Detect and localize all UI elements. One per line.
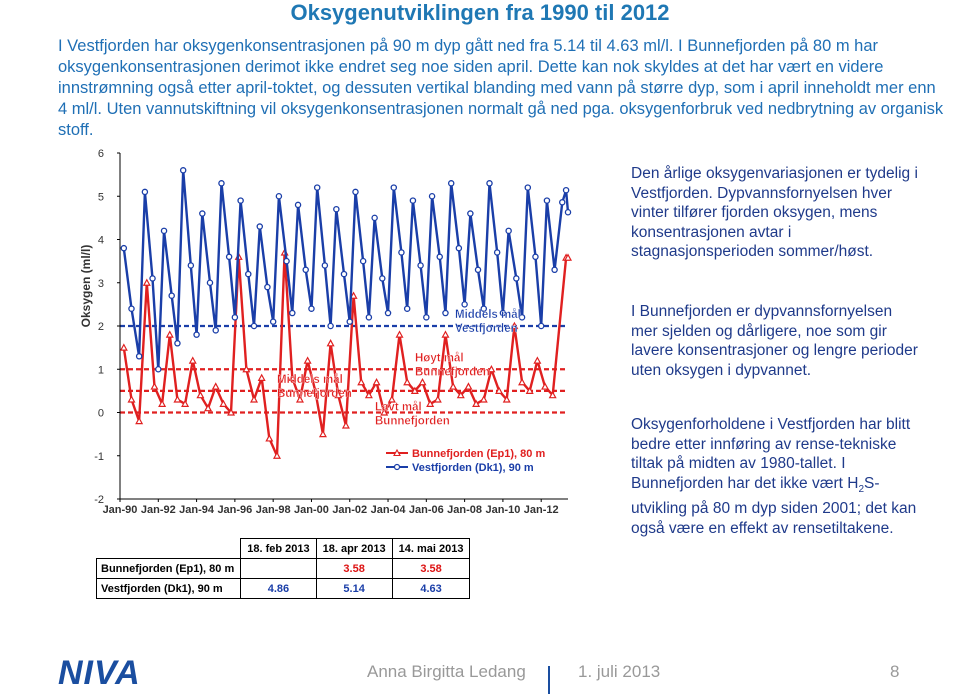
annotation-improvement-sub: 2 bbox=[858, 483, 865, 495]
data-point bbox=[506, 228, 511, 233]
data-point bbox=[544, 198, 549, 203]
data-point bbox=[525, 185, 530, 190]
data-point bbox=[328, 323, 333, 328]
table-header-cell: 14. mai 2013 bbox=[392, 539, 470, 559]
table-row-label: Bunnefjorden (Ep1), 80 m bbox=[97, 559, 241, 579]
page-title: Oksygenutviklingen fra 1990 til 2012 bbox=[290, 0, 670, 25]
data-point bbox=[424, 315, 429, 320]
legend-label: Vestfjorden (Dk1), 90 m bbox=[412, 462, 534, 474]
data-point bbox=[265, 284, 270, 289]
annotation-vestfjorden: Den årlige oksygenvariasjonen er tydelig i Vestfjorden. Dypvannsfornyelsen hver vinter tilfører fjorden oksygen, mens konsentrasjonen avtar i stagnasjonsperioden sommer/høst. bbox=[631, 165, 918, 260]
data-point bbox=[194, 332, 199, 337]
data-point bbox=[290, 310, 295, 315]
reference-label: Middels mål Bunnefjorden bbox=[277, 373, 352, 400]
table-header-row bbox=[97, 539, 470, 559]
footer-divider bbox=[548, 666, 550, 694]
data-point bbox=[380, 276, 385, 281]
data-point bbox=[137, 354, 142, 359]
data-point bbox=[175, 341, 180, 346]
data-point bbox=[456, 246, 461, 251]
data-point bbox=[514, 276, 519, 281]
y-tick-label: -2 bbox=[94, 494, 104, 506]
data-point bbox=[495, 250, 500, 255]
y-tick-label: 5 bbox=[97, 191, 104, 204]
table-header-cell: 18. feb 2013 bbox=[241, 539, 316, 559]
data-point bbox=[227, 254, 232, 259]
data-point bbox=[271, 319, 276, 324]
data-point bbox=[315, 185, 320, 190]
data-point bbox=[353, 189, 358, 194]
data-point bbox=[121, 246, 126, 251]
table-cell: 4.63 bbox=[392, 579, 470, 599]
table-row bbox=[97, 579, 470, 599]
y-axis-title: Oksygen (ml/l) bbox=[79, 244, 93, 328]
oxygen-chart bbox=[0, 140, 600, 540]
table-row-label: Vestfjorden (Dk1), 90 m bbox=[97, 579, 241, 599]
data-point bbox=[246, 272, 251, 277]
table-header-cell: 18. apr 2013 bbox=[316, 539, 392, 559]
data-point bbox=[142, 189, 147, 194]
reference-label: Høyt mål Bunnefjorden bbox=[415, 352, 490, 379]
x-tick-label: Jan-08 bbox=[447, 504, 483, 516]
data-point bbox=[468, 211, 473, 216]
data-point bbox=[437, 254, 442, 259]
data-point bbox=[391, 185, 396, 190]
data-point bbox=[429, 194, 434, 199]
data-point bbox=[487, 181, 492, 186]
page-number: 8 bbox=[890, 662, 900, 681]
data-point bbox=[418, 263, 423, 268]
oxygen-table bbox=[96, 538, 470, 599]
y-tick-label: 4 bbox=[97, 234, 104, 247]
table-cell: 3.58 bbox=[316, 559, 392, 579]
data-point bbox=[322, 263, 327, 268]
data-point bbox=[372, 215, 377, 220]
data-point bbox=[188, 263, 193, 268]
data-point bbox=[156, 367, 161, 372]
data-point bbox=[309, 306, 314, 311]
reference-label: Lavt mål Bunnefjorden bbox=[375, 401, 450, 428]
data-point bbox=[284, 259, 289, 264]
data-point bbox=[219, 181, 224, 186]
data-point bbox=[462, 302, 467, 307]
data-point bbox=[161, 228, 166, 233]
y-tick-label: 0 bbox=[97, 407, 104, 420]
x-tick-label: Jan-96 bbox=[217, 504, 253, 516]
y-tick-label: 1 bbox=[97, 364, 104, 377]
x-tick-label: Jan-94 bbox=[179, 504, 215, 516]
data-point bbox=[251, 323, 256, 328]
x-tick-label: Jan-02 bbox=[332, 504, 368, 516]
data-point bbox=[552, 267, 557, 272]
x-tick-label: Jan-04 bbox=[370, 504, 406, 516]
data-point bbox=[565, 210, 570, 215]
data-point bbox=[405, 306, 410, 311]
footer-author: Anna Birgitta Ledang bbox=[367, 662, 526, 681]
data-point bbox=[475, 267, 480, 272]
data-point bbox=[276, 194, 281, 199]
intro-text: I Vestfjorden har oksygenkonsentrasjonen på 90 m dyp gått ned fra 5.14 til 4.63 ml/l. I Bunnefjorden på 80 m har oksygenkonsentrasjonen derimot ikke endret seg noe siden april. Dette kan nok skyldes at det har vært en videre innstrømning også etter april-toktet, og dessuten vertikal blanding med vann på større dyp, som i april inneholdt mer enn 4 ml/l. Uten vannutskiftning vil oksygenkonsentrasjonen normalt gå ned pga. oksygenforbruk ved nedbrytning av organisk stoff. bbox=[58, 37, 944, 139]
data-point bbox=[232, 315, 237, 320]
footer bbox=[0, 654, 960, 700]
data-point bbox=[385, 310, 390, 315]
footer-date: 1. juli 2013 bbox=[578, 662, 661, 681]
y-tick-label: 6 bbox=[97, 148, 104, 160]
data-point bbox=[129, 306, 134, 311]
data-point bbox=[410, 198, 415, 203]
data-point bbox=[295, 202, 300, 207]
y-tick-label: -1 bbox=[94, 450, 104, 463]
table-cell: 4.86 bbox=[241, 579, 316, 599]
x-tick-label: Jan-12 bbox=[523, 504, 559, 516]
data-point bbox=[533, 254, 538, 259]
data-point bbox=[213, 328, 218, 333]
data-point bbox=[443, 310, 448, 315]
data-point bbox=[347, 319, 352, 324]
data-point bbox=[207, 280, 212, 285]
data-point bbox=[150, 276, 155, 281]
data-point bbox=[181, 168, 186, 173]
annotation-bunnefjorden: I Bunnefjorden er dypvannsfornyelsen mer sjelden og dårligere, noe som gir lavere konsentrasjoner og lengre perioder uten oksygen i dypvannet. bbox=[631, 303, 918, 379]
legend-label: Bunnefjorden (Ep1), 80 m bbox=[412, 448, 546, 460]
table-cell bbox=[241, 559, 316, 579]
table-row bbox=[97, 559, 470, 579]
data-point bbox=[361, 259, 366, 264]
data-point bbox=[334, 207, 339, 212]
data-point bbox=[560, 200, 565, 205]
table-cell: 3.58 bbox=[392, 559, 470, 579]
x-tick-label: Jan-06 bbox=[408, 504, 444, 516]
annotation-improvement-post: S-utvikling på 80 m dyp siden 2001; det kan også være en effekt av rensetiltakene. bbox=[631, 474, 917, 537]
legend-marker bbox=[395, 465, 400, 470]
annotation-improvement-pre: Oksygenforholdene i Vestfjorden har blitt bedre etter innføring av rense-tekniske tiltak på midten av 1980-tallet. I Bunnefjorden har det ikke vært H bbox=[631, 416, 911, 492]
data-point bbox=[200, 211, 205, 216]
data-point bbox=[449, 181, 454, 186]
data-point bbox=[238, 198, 243, 203]
x-tick-label: Jan-00 bbox=[294, 504, 329, 516]
x-tick-label: Jan-10 bbox=[485, 504, 521, 516]
reference-label: Middels mål Vestfjorden bbox=[455, 309, 521, 335]
data-point bbox=[539, 323, 544, 328]
niva-logo: NIVA bbox=[58, 654, 141, 692]
data-point bbox=[399, 250, 404, 255]
x-tick-label: Jan-92 bbox=[140, 504, 176, 516]
data-point bbox=[563, 188, 568, 193]
data-point bbox=[366, 315, 371, 320]
y-tick-label: 2 bbox=[97, 321, 104, 333]
data-point bbox=[257, 224, 262, 229]
table-header-cell bbox=[97, 539, 241, 559]
annotation-improvement bbox=[631, 415, 921, 538]
x-tick-label: Jan-98 bbox=[255, 504, 291, 516]
data-point bbox=[303, 267, 308, 272]
data-point bbox=[169, 293, 174, 298]
y-tick-label: 3 bbox=[97, 277, 104, 290]
data-point bbox=[341, 272, 346, 277]
table-cell: 5.14 bbox=[316, 579, 392, 599]
x-tick-label: Jan-90 bbox=[102, 504, 138, 516]
